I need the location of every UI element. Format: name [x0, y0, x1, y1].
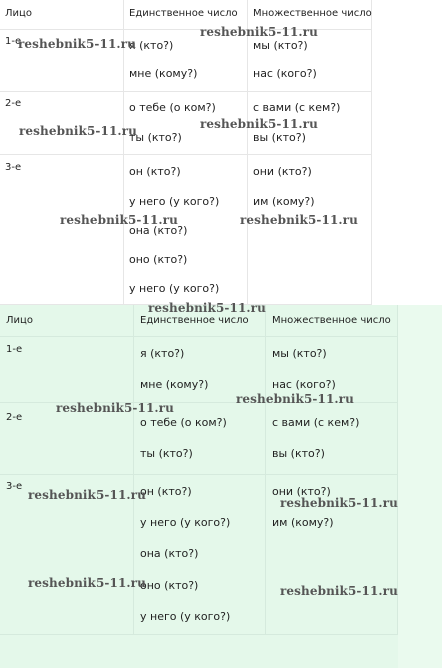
row-2-person: 2-е [6, 412, 23, 423]
row-1-singular-1: я (кто?) [129, 39, 174, 52]
row-1-plural-1: мы (кто?) [272, 347, 327, 360]
row-1-singular-1: я (кто?) [140, 347, 185, 360]
row-3-singular-3: она (кто?) [129, 224, 188, 237]
row-2-singular-1: о тебе (о ком?) [129, 101, 216, 114]
watermark: reshebnik5-11.ru [240, 213, 358, 227]
row-2-singular-2: ты (кто?) [140, 447, 193, 460]
row-3-singular-3: она (кто?) [140, 547, 199, 560]
watermark: reshebnik5-11.ru [280, 496, 398, 510]
watermark: reshebnik5-11.ru [60, 213, 178, 227]
row-2-singular-1: о тебе (о ком?) [140, 416, 227, 429]
header-plural: Множественное число [272, 315, 391, 326]
row-3-plural-1: они (кто?) [272, 485, 331, 498]
row-1-singular-2: мне (кому?) [129, 67, 198, 80]
row-2-person: 2-е [5, 98, 22, 109]
header-plural: Множественное число [253, 8, 372, 19]
green-table-margin [398, 305, 442, 668]
watermark: reshebnik5-11.ru [56, 401, 174, 415]
watermark: reshebnik5-11.ru [236, 392, 354, 406]
row-1-plural-1: мы (кто?) [253, 39, 308, 52]
row-1-person: 1-е [6, 344, 23, 355]
row-3-singular-5: у него (у кого?) [140, 610, 231, 623]
row-3-singular-2: у него (у кого?) [140, 516, 231, 529]
row-3-singular-1: он (кто?) [129, 165, 181, 178]
watermark: reshebnik5-11.ru [200, 25, 318, 39]
watermark: reshebnik5-11.ru [28, 576, 146, 590]
row-3-plural-2: им (кому?) [253, 195, 315, 208]
row-3-plural-2: им (кому?) [272, 516, 334, 529]
row-2-plural-cell [266, 403, 398, 475]
row-1-plural-2: нас (кого?) [272, 378, 336, 391]
watermark: reshebnik5-11.ru [148, 301, 266, 315]
header-person: Лицо [6, 315, 33, 326]
watermark: reshebnik5-11.ru [280, 584, 398, 598]
row-3-person: 3-е [5, 162, 22, 173]
row-3-singular-2: у него (у кого?) [129, 195, 220, 208]
row-2-plural-2: вы (кто?) [272, 447, 325, 460]
row-3-singular-4: оно (кто?) [129, 253, 188, 266]
watermark: reshebnik5-11.ru [200, 117, 318, 131]
row-2-plural-1: с вами (с кем?) [272, 416, 360, 429]
row-2-plural-2: вы (кто?) [253, 131, 306, 144]
row-3-singular-5: у него (у кого?) [129, 282, 220, 295]
watermark: reshebnik5-11.ru [19, 124, 137, 138]
watermark: reshebnik5-11.ru [18, 37, 136, 51]
header-singular: Единственное число [129, 8, 238, 19]
watermark: reshebnik5-11.ru [28, 488, 146, 502]
header-singular: Единственное число [140, 315, 249, 326]
row-3-person: 3-е [6, 481, 23, 492]
row-2-singular-2: ты (кто?) [129, 131, 182, 144]
row-2-plural-1: с вами (с кем?) [253, 101, 341, 114]
row-1-singular-2: мне (кому?) [140, 378, 209, 391]
header-person: Лицо [5, 8, 32, 19]
row-3-plural-1: они (кто?) [253, 165, 312, 178]
row-3-person-cell [0, 155, 124, 305]
row-3-singular-1: он (кто?) [140, 485, 192, 498]
row-1-person: 1-е [5, 36, 22, 47]
row-1-plural-2: нас (кого?) [253, 67, 317, 80]
row-3-singular-4: оно (кто?) [140, 579, 199, 592]
